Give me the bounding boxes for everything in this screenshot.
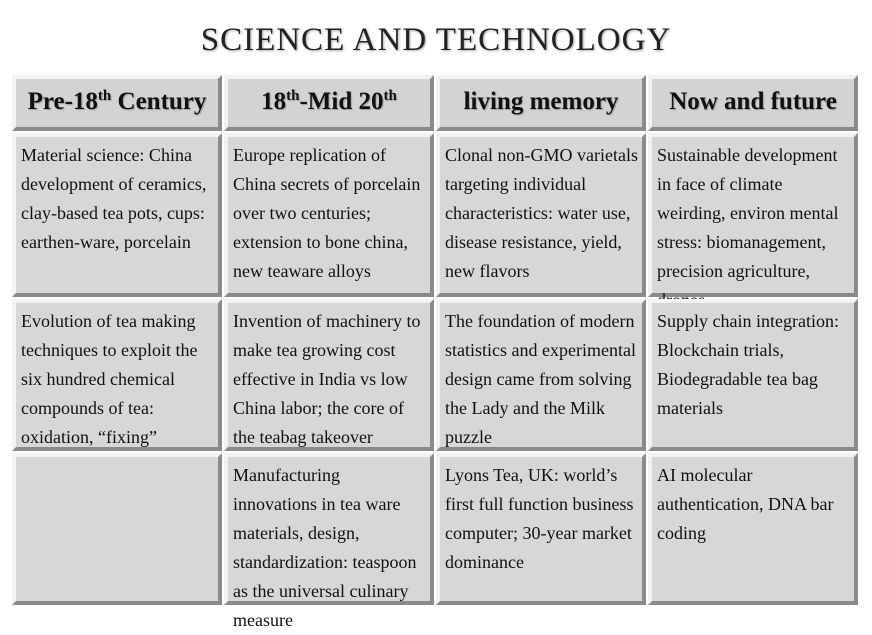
table-cell: Europe replication of China secrets of porcelain over two centuries; extension to bone china, new teaware alloys xyxy=(224,133,434,297)
header-superscript: th xyxy=(97,88,112,104)
table-cell: Supply chain integration: Blockchain trials, Biodegradable tea bag materials xyxy=(648,299,858,451)
header-text: 18 xyxy=(261,88,287,115)
header-text: Now and future xyxy=(669,88,837,115)
header-living-memory xyxy=(436,75,646,131)
table-cell: Sustainable development in face of climate weirding, environ mental stress: biomanagement, precision agriculture, xyxy=(648,133,858,297)
header-text: -Mid 20 xyxy=(299,88,384,115)
header-now-and-future xyxy=(648,75,858,131)
table-cell: Material science: China development of ceramics, clay-based tea pots, cups: earthen-ware, porcelain xyxy=(12,133,222,297)
table-cell: Manufacturing innovations in tea ware materials, design, standardization: teaspoon as the universal culinary measure xyxy=(224,453,434,605)
comparison-table xyxy=(12,75,860,630)
header-pre-18th-century xyxy=(12,75,222,131)
header-text: Century xyxy=(111,88,207,115)
header-superscript: th xyxy=(383,88,397,104)
header-superscript: th xyxy=(286,88,300,104)
table-cell: Invention of machinery to make tea growing cost effective in India vs low China labor; the core of the teabag takeover xyxy=(224,299,434,451)
header-18th-mid-20th xyxy=(224,75,434,131)
header-text: living memory xyxy=(463,88,619,115)
table-cell: Clonal non-GMO varietals targeting individual characteristics: water use, disease resistance, yield, new flavors xyxy=(436,133,646,297)
table-cell-empty xyxy=(12,453,222,605)
table-cell: The foundation of modern statistics and experimental design came from solving the Lady and the Milk puzzle xyxy=(436,299,646,451)
table-cell: AI molecular authentication, DNA bar coding xyxy=(648,453,858,605)
page-title: SCIENCE AND TECHNOLOGY xyxy=(200,22,672,58)
table-cell: Evolution of tea making techniques to exploit the six hundred chemical compounds of tea: oxidation, “fixing” xyxy=(12,299,222,451)
header-text: Pre-18 xyxy=(27,88,98,115)
table-cell: Lyons Tea, UK: world’s first full function business computer; 30-year market dominance xyxy=(436,453,646,605)
